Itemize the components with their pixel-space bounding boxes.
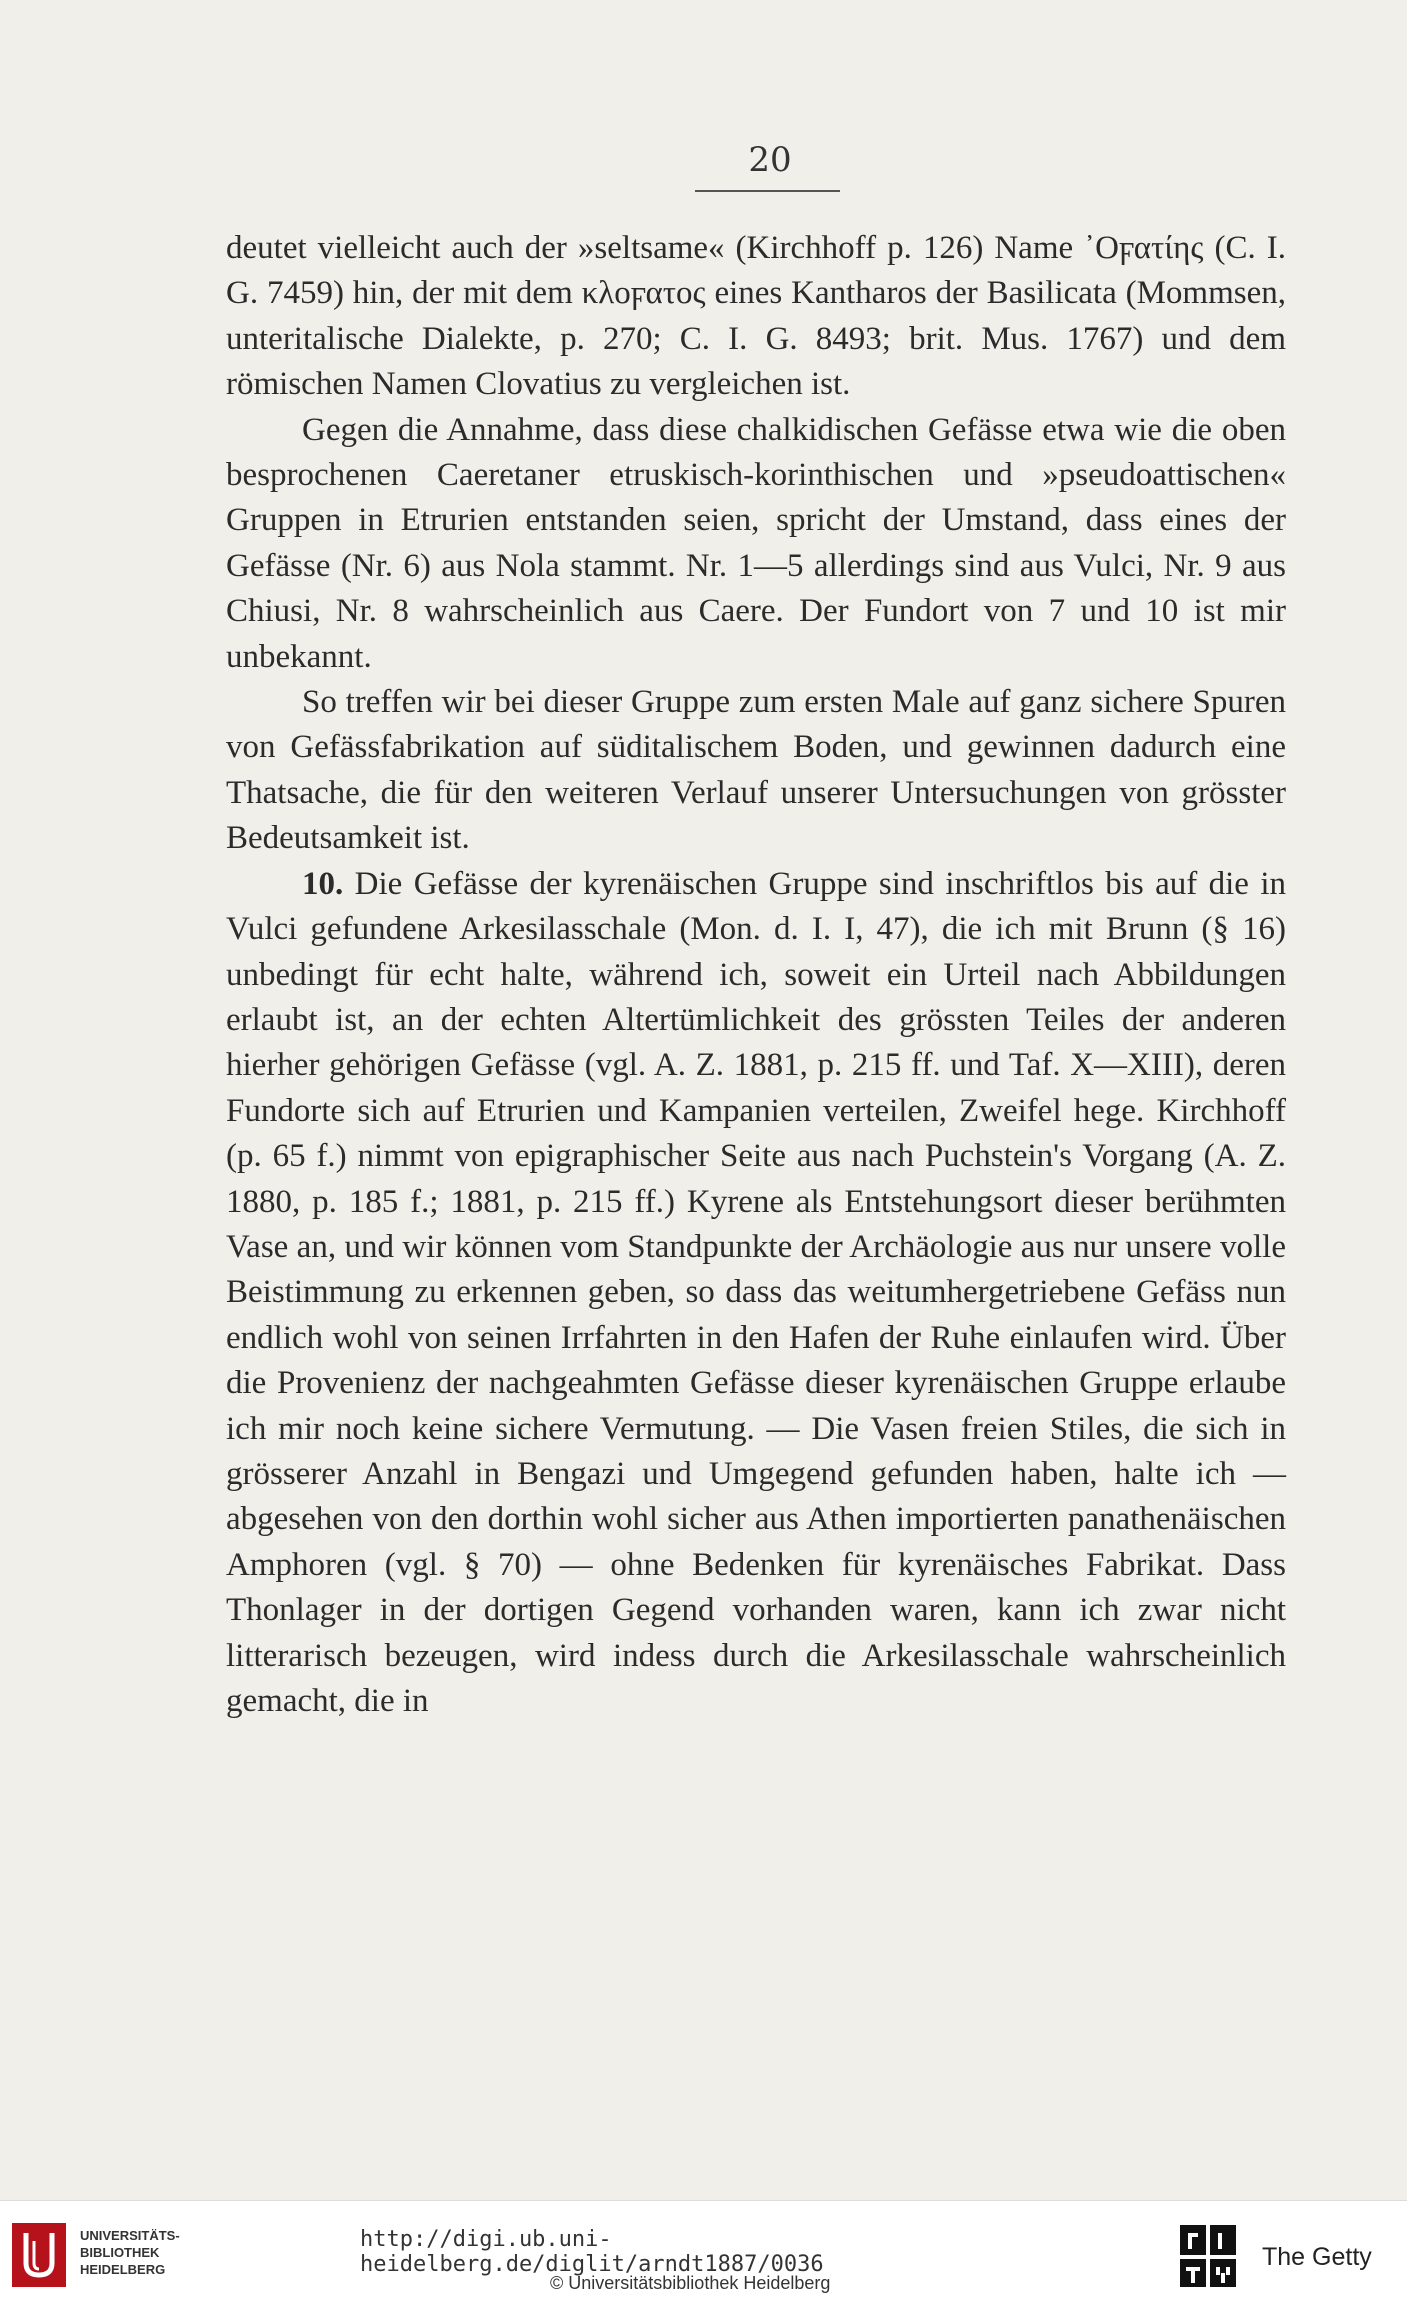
copyright-notice: © Universitätsbibliothek Heidelberg bbox=[550, 2273, 831, 2293]
paragraph-1: deutet vielleicht auch der »seltsame« (Kirchhoff p. 126) Name ᾿Οϝατίης (C. I. G. 7459) hin, der mit dem κλοϝατος eines Kantharos der Basilicata (Mommsen, unteritalische Dialekte, p. 270; C. I. G. 8493; brit. Mus. 1767) und dem römischen Namen Clovatius zu vergleichen ist. bbox=[226, 230, 1286, 403]
partner-name: The Getty bbox=[1262, 2243, 1372, 2271]
paragraph-2: Gegen die Annahme, dass diese chalkidischen Gefässe etwa wie die oben besprochenen Caeretaner etruskisch-korinthischen und »pseudoattischen« Gruppen in Etrurien entstanden seien, spricht der Umstand, dass eines der Gefässe (Nr. 6) aus Nola stammt. Nr. 1—5 allerdings sind aus Vulci, Nr. 9 aus Chiusi, Nr. 8 wahrscheinlich aus Caere. Der Fundort von 7 und 10 ist mir unbekannt. bbox=[226, 411, 1286, 675]
section-10-text: Die Gefässe der kyrenäischen Gruppe sind inschriftlos bis auf die in Vulci gefundene Arkesilasschale (Mon. d. I. I, 47), die ich mit Brunn (§ 16) unbedingt für echt halte, während ich, soweit ein Urteil nach Abbildungen erlaubt ist, an der echten Altertümlichkeit des grössten Teiles der anderen hierher gehörigen Gefässe (vgl. A. Z. 1881, p. 215 ff. und Taf. X—XIII), deren Fundorte sich auf Etrurien und Kampanien verteilen, Zweifel hege. Kirchhoff (p. 65 f.) nimmt von epigraphischer Seite aus nach Puchstein's Vorgang (A. Z. 1880, p. 185 f.; 1881, p. 215 ff.) Kyrene als Entstehungsort dieser berühmten Vase an, und wir können vom Standpunkte der Archäologie aus nur unsere volle Beistimmung zu erkennen geben, so dass das weitumhergetriebene Gefäss nun endlich wohl von seinen Irrfahrten in den Hafen der Ruhe einlaufen wird. Über die Provenienz der nachgeahmten Gefässe dieser kyrenäischen Gruppe erlaube ich mir noch keine sichere Vermutung. — Die Vasen freien Stiles, die sich in grösserer Anzahl in Bengazi und Umgegend gefunden haben, halte ich — abgesehen von den dorthin wohl sicher aus Athen importierten panathenäischen Amphoren (vgl. § 70) — ohne Bedenken für kyrenäisches Fabrikat. Dass Thonlager in der dortigen Gegend vorhanden waren, kann ich zwar nicht litterarisch bezeugen, wird indess durch die Arkesilasschale wahrscheinlich gemacht, die in bbox=[226, 865, 1287, 1719]
page-number-rule bbox=[695, 190, 840, 192]
page-number: 20 bbox=[748, 140, 792, 180]
viewer-footer bbox=[0, 2200, 1407, 2310]
paragraph-3: So treffen wir bei dieser Gruppe zum ersten Male auf ganz sichere Spuren von Gefässfabrikation auf süditalischem Boden, und gewinnen dadurch eine Thatsache, die für den weiteren Verlauf unserer Untersuchungen von grösster Bedeutsamkeit ist. bbox=[226, 684, 1286, 857]
library-name-line-1: UNIVERSITÄTS- bbox=[80, 2228, 180, 2243]
body-text bbox=[226, 226, 1286, 1724]
permalink-url[interactable]: http://digi.ub.uni-heidelberg.de/diglit/arndt1887/0036 bbox=[360, 2227, 824, 2277]
section-10-paragraph bbox=[226, 862, 1286, 1725]
getty-logo-icon bbox=[1178, 2223, 1240, 2289]
library-name bbox=[80, 2227, 180, 2278]
library-name-line-2: BIBLIOTHEK bbox=[80, 2245, 160, 2260]
university-library-logo-icon bbox=[12, 2223, 66, 2287]
section-number: 10. bbox=[302, 865, 344, 902]
library-name-line-3: HEIDELBERG bbox=[80, 2262, 166, 2277]
